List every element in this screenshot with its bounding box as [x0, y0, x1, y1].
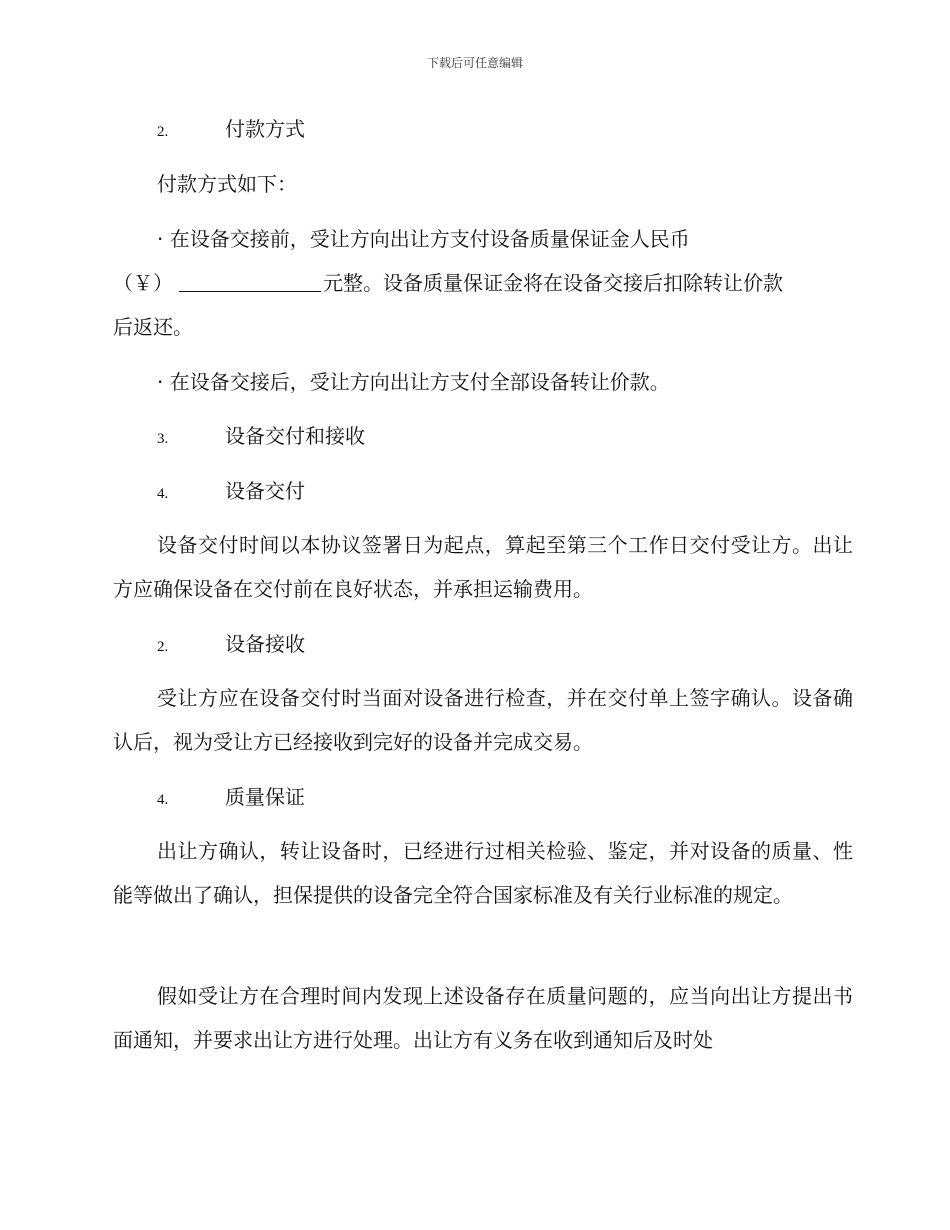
- bullet-1-continuation: 元整。设备质量保证金将在设备交接后扣除转让价款: [323, 271, 783, 295]
- currency-symbol: （￥）: [113, 271, 173, 295]
- section-number: 2.: [157, 124, 169, 140]
- section-heading-quality: [157, 783, 305, 814]
- section-number: 4.: [157, 792, 169, 808]
- bullet-1-line-3: 后返还。: [113, 315, 193, 339]
- quality-paragraph-2: 假如受让方在合理时间内发现上述设备存在质量问题的，应当向出让方提出书面通知，并要求出让方进行处理。出让方有义务在收到通知后及时处: [113, 984, 853, 1052]
- section-title: 付款方式: [225, 117, 305, 141]
- section-title: 设备交付和接收: [225, 424, 365, 448]
- section-title: 质量保证: [225, 785, 305, 809]
- bullet-2: · 在设备交接后，受让方向出让方支付全部设备转让价款。: [157, 370, 670, 394]
- payment-intro: 付款方式如下：: [157, 172, 297, 196]
- page-header: 下载后可任意编辑: [426, 56, 523, 70]
- section-number: 3.: [157, 431, 169, 447]
- section-title: 设备交付: [225, 479, 305, 503]
- bullet-1-line-2: [113, 269, 783, 297]
- section-heading-receipt: [157, 630, 305, 661]
- bullet-1-line-1: · 在设备交接前，受让方向出让方支付设备质量保证金人民币: [157, 227, 690, 251]
- section-number: 2.: [157, 639, 169, 655]
- section-number: 4.: [157, 486, 169, 502]
- receipt-paragraph: 受让方应在设备交付时当面对设备进行检查，并在交付单上签字确认。设备确认后，视为受让方已经接收到完好的设备并完成交易。: [113, 686, 853, 754]
- quality-paragraph-1: 出让方确认，转让设备时，已经进行过相关检验、鉴定，并对设备的质量、性能等做出了确认，担保提供的设备完全符合国家标准及有关行业标准的规定。: [113, 839, 853, 907]
- section-heading-delivery-receipt: [157, 422, 365, 453]
- delivery-paragraph: 设备交付时间以本协议签署日为起点，算起至第三个工作日交付受让方。出让方应确保设备在交付前在良好状态，并承担运输费用。: [113, 533, 853, 601]
- section-heading-payment: [157, 115, 305, 146]
- amount-blank: [179, 271, 321, 292]
- section-heading-delivery: [157, 477, 305, 508]
- section-title: 设备接收: [225, 632, 305, 656]
